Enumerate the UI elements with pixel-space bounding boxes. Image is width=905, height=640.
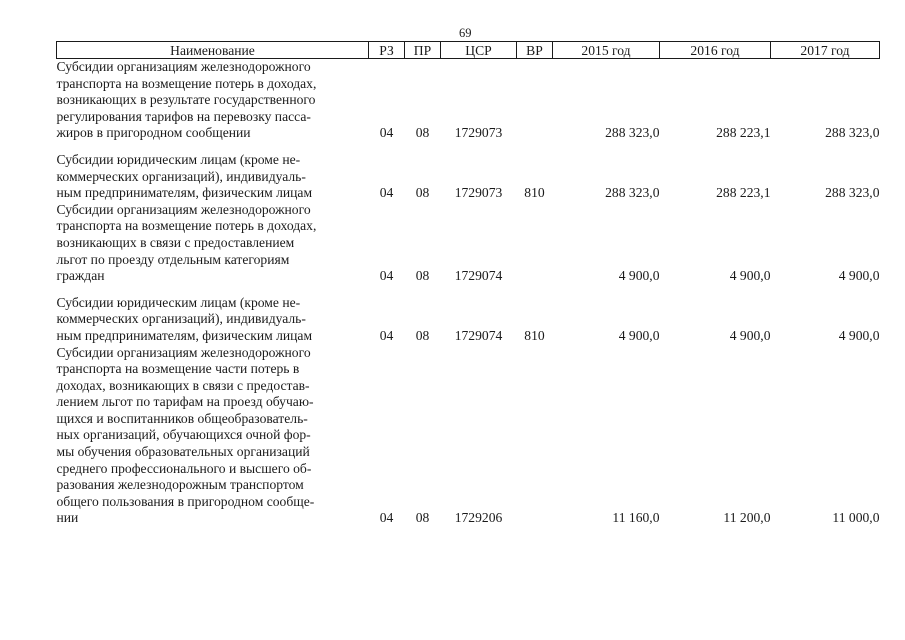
row-name-line: ным предпринимателям, физическим лицам — [56, 327, 313, 343]
row-2017: 288 323,0 — [825, 185, 880, 201]
row-name-line: мы обучения образовательных организаций — [56, 444, 310, 460]
row-name — [57, 202, 369, 285]
header-rz: РЗ — [369, 42, 405, 59]
row-name-line: граждан — [56, 268, 105, 284]
row-vr — [517, 59, 553, 142]
row-2016: 288 223,1 — [716, 185, 771, 201]
header-2016: 2016 год — [660, 42, 771, 59]
header-pr: ПР — [405, 42, 441, 59]
header-name: Наименование — [57, 42, 369, 59]
row-name-line: Субсидии организациям железнодорожного — [56, 201, 311, 217]
row-name — [57, 285, 369, 345]
budget-table — [56, 41, 880, 527]
row-name — [57, 59, 369, 142]
row-name-line: доходах, возникающих в связи с предостав- — [56, 377, 310, 393]
page-number: 69 — [459, 26, 472, 40]
row-name-line: нии — [56, 510, 79, 526]
row-name-line: щихся и воспитанников общеобразователь- — [56, 410, 308, 426]
header-vr: ВР — [517, 42, 553, 59]
row-csr: 1729073 — [454, 185, 503, 201]
row-2016: 11 200,0 — [723, 510, 771, 526]
row-csr: 1729206 — [454, 510, 503, 526]
row-2015: 4 900,0 — [618, 268, 660, 284]
row-name-line: возникающих в результате государственного — [56, 92, 316, 108]
row-name-line: возникающих в связи с предоставлением — [56, 234, 295, 250]
row-name-line: общего пользования в пригородном сообще- — [56, 493, 315, 509]
row-2015: 11 160,0 — [612, 510, 660, 526]
row-name-line: Субсидии организациям железнодорожного — [56, 59, 311, 74]
row-name-line: Субсидии юридическим лицам (кроме не- — [56, 151, 301, 167]
row-2017: 11 000,0 — [832, 510, 880, 526]
row-rz: 04 — [379, 510, 394, 526]
row-2016: 4 900,0 — [729, 327, 771, 343]
row-pr: 08 — [415, 125, 430, 141]
row-rz: 04 — [379, 268, 394, 284]
table-row — [57, 142, 880, 202]
row-name-line: жиров в пригородном сообщении — [56, 125, 251, 141]
row-name-line: разования железнодорожным транспортом — [56, 477, 304, 493]
row-name-line: транспорта на возмещение потерь в доходах, — [56, 75, 317, 91]
row-name-line: коммерческих организаций), индивидуаль- — [56, 168, 306, 184]
header-2017: 2017 год — [771, 42, 880, 59]
row-name-line: транспорта на возмещение потерь в доходах, — [56, 218, 317, 234]
row-vr: 810 — [524, 185, 545, 201]
row-csr: 1729074 — [454, 268, 503, 284]
row-name-line: лением льгот по тарифам на проезд обучаю- — [56, 394, 314, 410]
row-csr: 1729073 — [454, 125, 503, 141]
row-rz: 04 — [379, 185, 394, 201]
row-name-line: регулирования тарифов на перевозку пасса- — [56, 108, 311, 124]
row-name — [57, 345, 369, 528]
row-name-line: ных организаций, обучающихся очной фор- — [56, 427, 311, 443]
row-2015: 288 323,0 — [605, 185, 660, 201]
header-csr: ЦСР — [441, 42, 517, 59]
row-pr: 08 — [415, 268, 430, 284]
row-name — [57, 142, 369, 202]
header-2015: 2015 год — [553, 42, 660, 59]
row-name-line: Субсидии юридическим лицам (кроме не- — [56, 294, 301, 310]
table-header-row — [57, 42, 880, 59]
row-2015: 4 900,0 — [618, 327, 660, 343]
row-name-line: Субсидии организациям железнодорожного — [56, 344, 311, 360]
row-vr — [517, 202, 553, 285]
row-pr: 08 — [415, 510, 430, 526]
row-pr: 08 — [415, 185, 430, 201]
row-pr: 08 — [415, 327, 430, 343]
row-2016: 288 223,1 — [716, 125, 771, 141]
table-row — [57, 202, 880, 285]
row-vr: 810 — [524, 327, 545, 343]
row-vr — [517, 345, 553, 528]
row-2017: 288 323,0 — [825, 125, 880, 141]
row-name-line: среднего профессионального и высшего об- — [56, 460, 312, 476]
row-2015: 288 323,0 — [605, 125, 660, 141]
row-csr: 1729074 — [454, 327, 503, 343]
row-rz: 04 — [379, 125, 394, 141]
row-name-line: транспорта на возмещение части потерь в — [56, 361, 300, 377]
table-row — [57, 59, 880, 142]
table-row — [57, 285, 880, 345]
row-2017: 4 900,0 — [838, 327, 880, 343]
row-name-line: ным предпринимателям, физическим лицам — [56, 185, 313, 201]
table-row — [57, 345, 880, 528]
row-name-line: коммерческих организаций), индивидуаль- — [56, 311, 306, 327]
row-rz: 04 — [379, 327, 394, 343]
row-2016: 4 900,0 — [729, 268, 771, 284]
row-name-line: льгот по проезду отдельным категориям — [56, 251, 290, 267]
row-2017: 4 900,0 — [838, 268, 880, 284]
